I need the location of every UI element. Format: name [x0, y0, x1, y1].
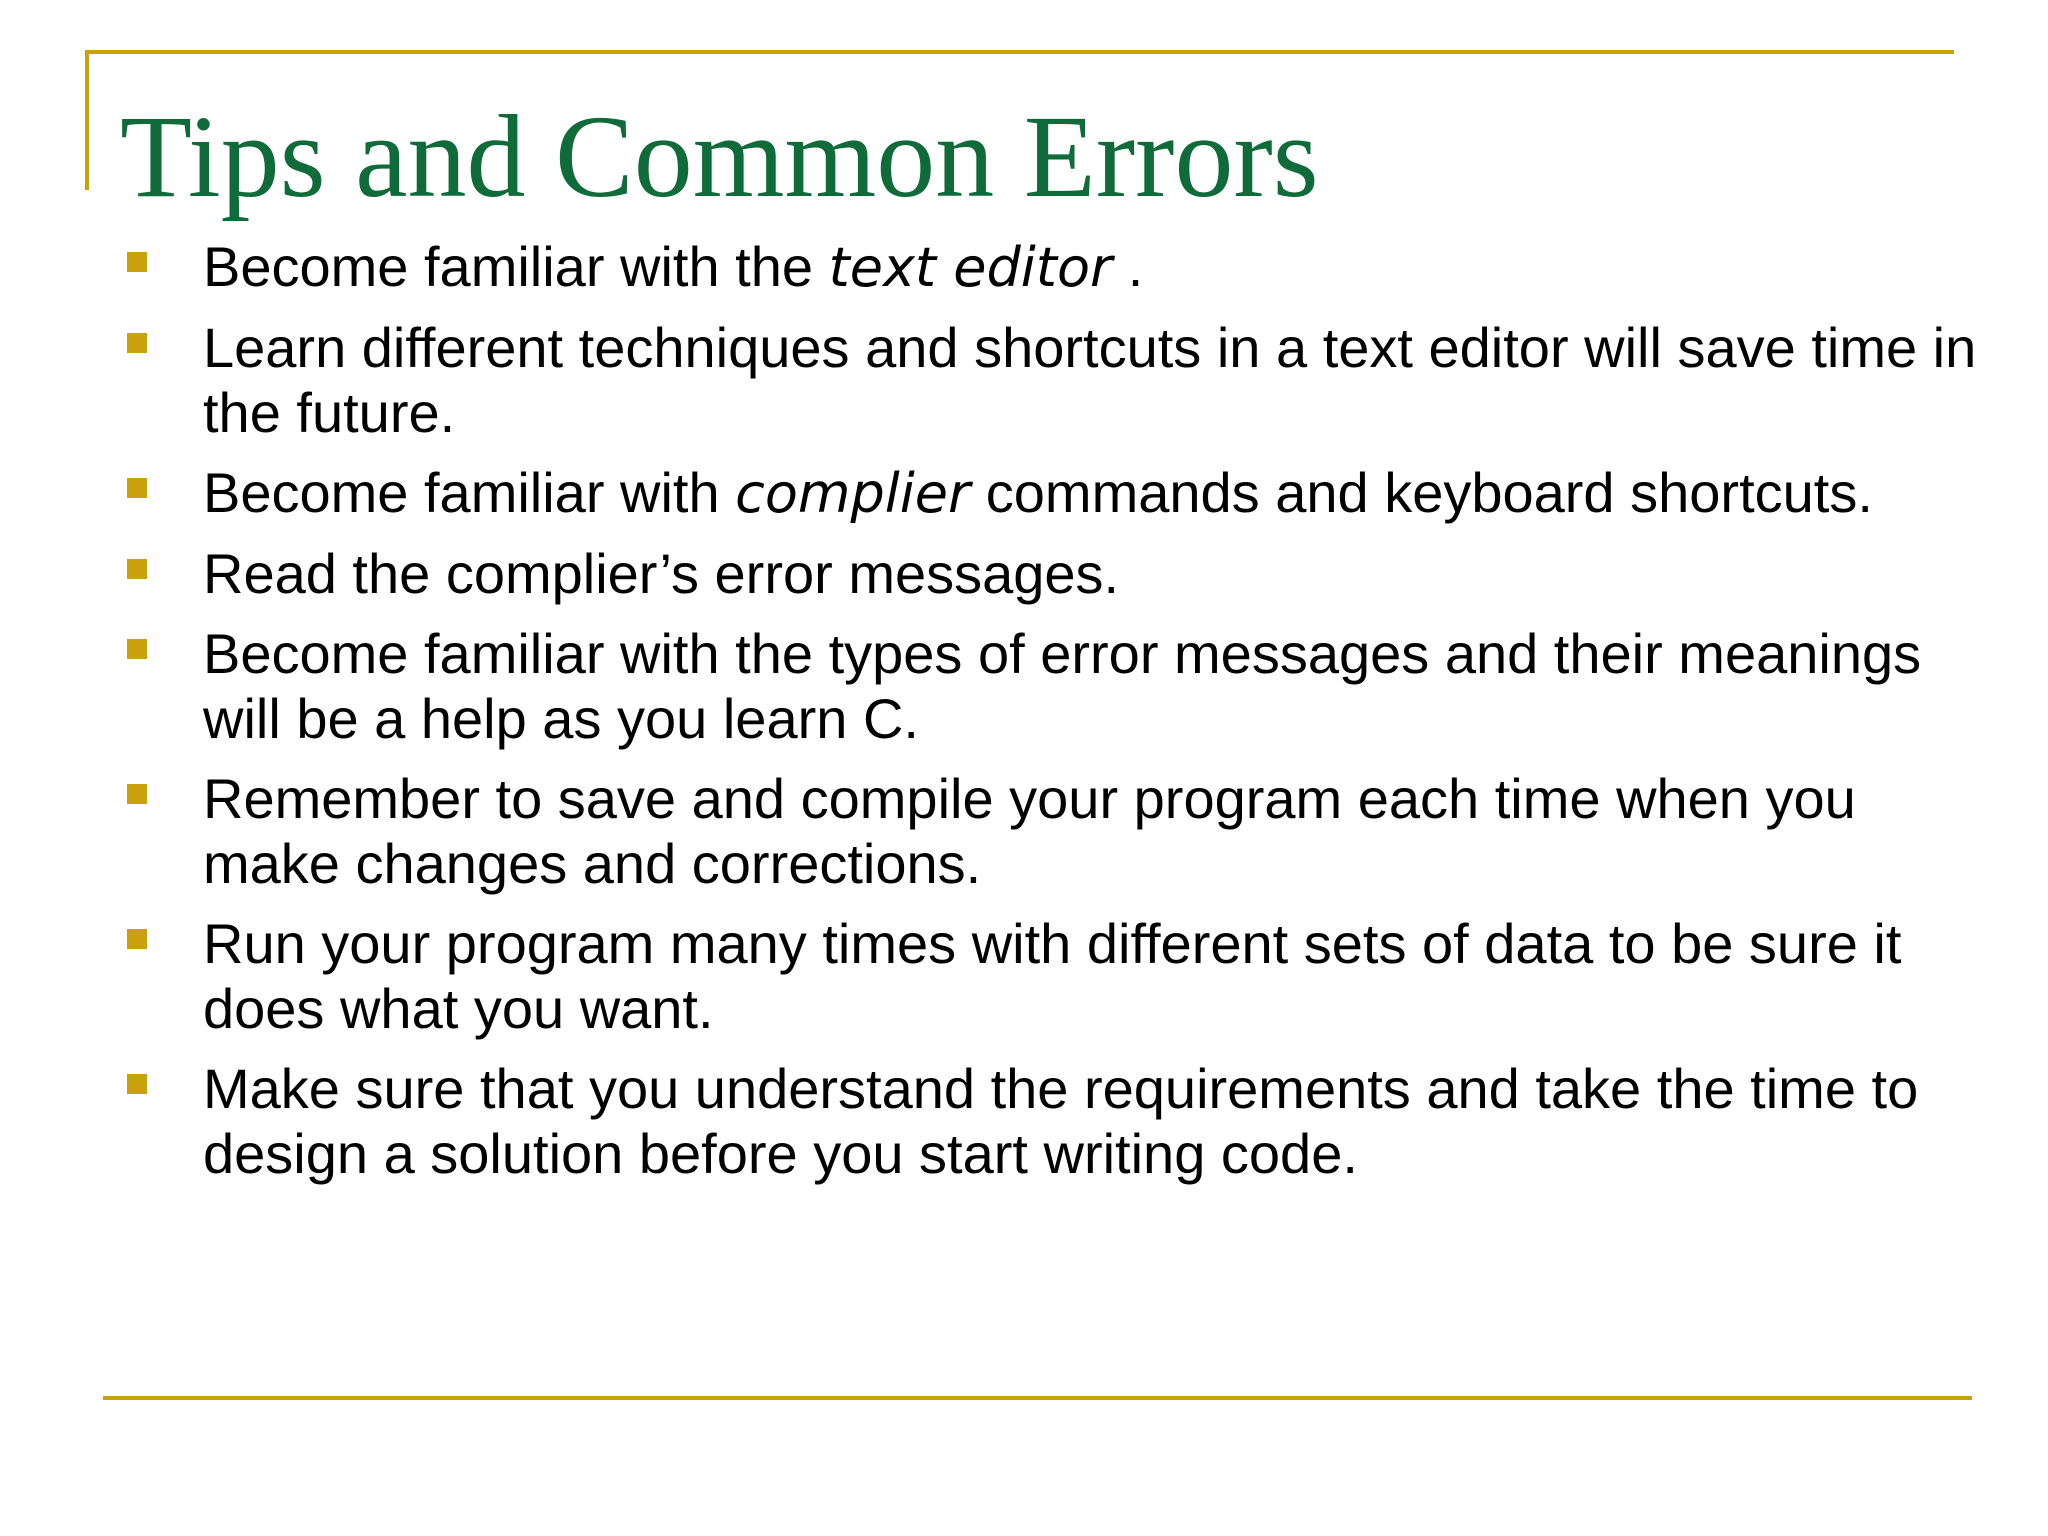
square-bullet-icon	[127, 333, 147, 353]
frame-left-rule	[85, 50, 89, 190]
bullet-item	[0, 541, 2048, 606]
square-bullet-icon	[127, 252, 147, 272]
square-bullet-icon	[127, 478, 147, 498]
bullet-text: Become familiar with the text editor .	[203, 235, 1144, 299]
bullet-list	[0, 234, 2048, 1201]
bullet-item	[0, 315, 2048, 445]
frame-bottom-rule	[103, 1396, 1972, 1400]
bullet-item	[0, 621, 2048, 751]
bullet-text: Learn different techniques and shortcuts in a text editor will save time in the future.	[203, 316, 1977, 444]
bullet-item	[0, 1056, 2048, 1186]
frame-top-rule	[85, 50, 1954, 54]
square-bullet-icon	[127, 1074, 147, 1094]
square-bullet-icon	[127, 559, 147, 579]
bullet-item	[0, 766, 2048, 896]
square-bullet-icon	[127, 639, 147, 659]
square-bullet-icon	[127, 784, 147, 804]
bullet-text: Run your program many times with different sets of data to be sure it does what you want.	[203, 912, 1902, 1040]
slide-title: Tips and Common Errors	[120, 91, 1319, 222]
bullet-item	[0, 911, 2048, 1041]
bullet-text: Read the complier’s error messages.	[203, 542, 1120, 605]
bullet-text: Become familiar with the types of error messages and their meanings will be a help as you learn C.	[203, 622, 1922, 750]
emphasis-text: complier	[735, 462, 971, 525]
bullet-item	[0, 460, 2048, 526]
bullet-text: Become familiar with complier commands and keyboard shortcuts.	[203, 461, 1873, 525]
bullet-text: Remember to save and compile your program each time when you make changes and corrections.	[203, 767, 1856, 895]
bullet-text: Make sure that you understand the requirements and take the time to design a solution before you start writing code.	[203, 1057, 1919, 1185]
emphasis-text: text editor	[828, 236, 1113, 299]
square-bullet-icon	[127, 929, 147, 949]
bullet-item	[0, 234, 2048, 300]
